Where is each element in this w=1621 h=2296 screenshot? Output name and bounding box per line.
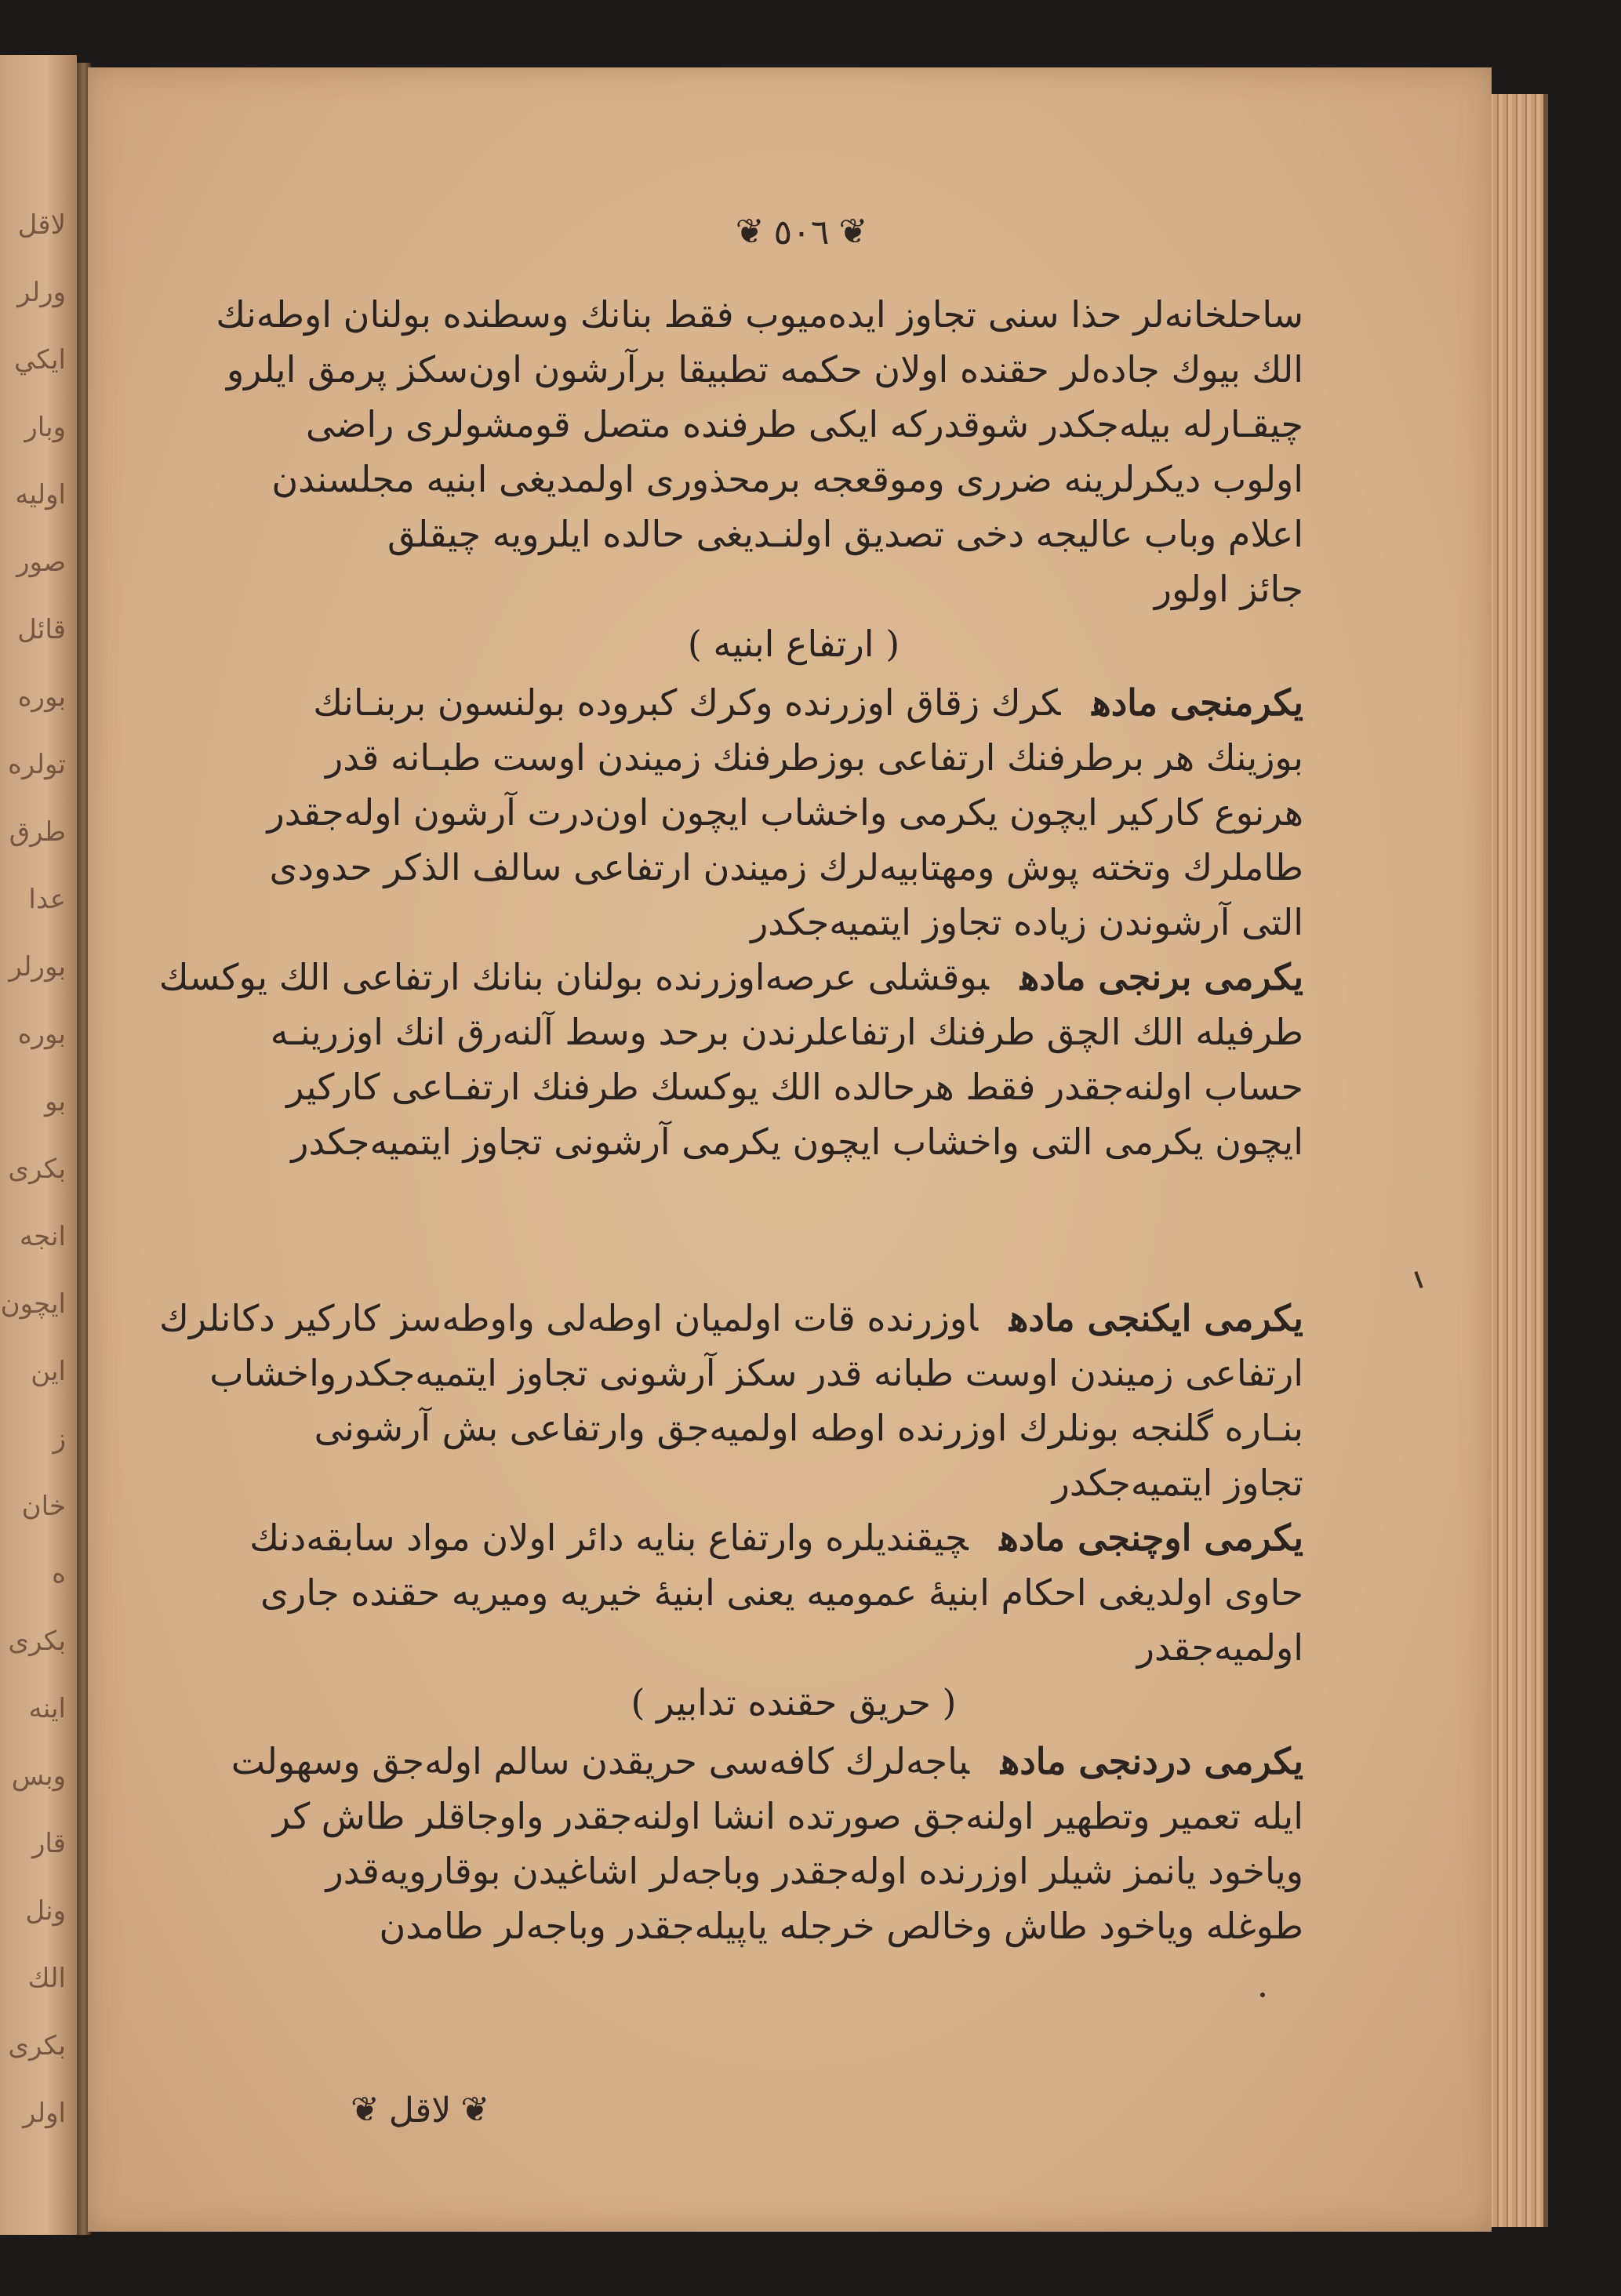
- left-page-fragment: ايچون: [0, 1288, 66, 1320]
- left-page-fragment: بوره: [17, 681, 66, 713]
- left-page-fragment: وبس: [11, 1760, 66, 1792]
- text-line: حاوى اولديغى احكام ابنيهٔ عموميه يعنى ابنيهٔ خيريه وميريه حقنده جارى: [260, 1571, 1303, 1614]
- article-label: یكرمی برنجی ماده: [1019, 956, 1303, 998]
- article-label: یكرمی اوچنجی ماده: [999, 1517, 1303, 1559]
- intro-paragraph: [216, 287, 1303, 616]
- text-line: ارتفاعى زميندن اوست طبانه قدر سكز آرشونى تجاوز ايتميه‌جكدرواخشاب: [209, 1352, 1303, 1394]
- left-page-fragment: عدا: [28, 884, 66, 915]
- section-heading: ( ارتفاع ابنیه ): [687, 623, 900, 665]
- left-page-fragment: بكرى: [8, 1153, 66, 1185]
- text-line: طاملرك وتخته پوش ومهتابيه‌لرك زميندن ارتفاعى سالف الذكر حدودى: [269, 846, 1303, 888]
- left-page-fragment: ورلر: [17, 277, 66, 308]
- page-footer: [351, 2079, 489, 2142]
- article-20: [267, 675, 1303, 950]
- article-label: یكرمی ايكنجی ماده: [1009, 1297, 1303, 1339]
- text-line: هرنوع كاركير ايچون یكرمی واخشاب ايچون اون‌درت آرشون اوله‌جقدر: [267, 791, 1303, 834]
- book-page: [88, 67, 1492, 2232]
- left-page-fragment: ونل: [25, 1895, 66, 1927]
- text-line: اولوب ديكرلرينه ضررى وموقعجه برمحذورى اولمديغى ابنيه مجلسندن: [271, 458, 1303, 500]
- text-line: چیقـارله بیله‌جكدر شوقدركه ایكی طرفنده متصل قومشولری راضی: [306, 403, 1303, 445]
- left-page-fragment: ز: [53, 1423, 66, 1455]
- text-line: اولميه‌جقدر: [1136, 1626, 1303, 1669]
- section-heading: ( حريق حقنده تدابير ): [631, 1681, 957, 1724]
- left-page-fragment: بكرى: [8, 2030, 66, 2062]
- left-page-fragment: طرق: [9, 816, 66, 848]
- article-24: [231, 1734, 1303, 1953]
- ornament-icon: ❦: [838, 212, 868, 252]
- ornament-icon: ❦: [735, 212, 765, 252]
- article-label: یكرمنجی ماده: [1092, 681, 1303, 724]
- text-line: طوغله وياخود طاش وخالص خرجله ياپيله‌جقدر وباجه‌لر طامدن: [379, 1905, 1303, 1947]
- left-page-fragment: بورلر: [9, 951, 66, 983]
- left-page-fragment: ايكي: [13, 344, 66, 376]
- ink-mark: [1414, 1271, 1423, 1288]
- left-page-fragment: اوليه: [15, 479, 66, 510]
- left-page-fragment: لاقل: [17, 209, 66, 241]
- left-page-fragment: وبار: [24, 412, 66, 443]
- left-page-fragment: خان: [21, 1491, 66, 1522]
- text-line: بنـاره گلنجه بونلرك اوزرنده اوطه اولميه‌جق وارتفاعى بش آرشونى: [314, 1407, 1303, 1449]
- left-page-fragment: تولره: [8, 749, 66, 780]
- text-line: یكرمی ايكنجی مادهاوزرنده قات اولميان اوطه‌لى واوطه‌سز كاركير دكانلرك: [159, 1297, 1303, 1339]
- text-line: یكرمی اوچنجی مادهچيقنديلره وارتفاع بنايه دائر اولان مواد سابقه‌دنك: [249, 1517, 1303, 1559]
- article-22: [159, 1291, 1303, 1510]
- text-line: وياخود يانمز شيلر اوزرنده اوله‌جقدر وباجه‌لر اشاغيدن بوقارويه‌قدر: [325, 1850, 1303, 1892]
- text-line: بوزينك هر برطرفنك ارتفاعى بوزطرفنك زميندن اوست طبـانه قدر: [325, 736, 1303, 779]
- text-line: تجاوز ايتميه‌جكدر: [1052, 1462, 1303, 1504]
- left-page-fragment: الك: [27, 1963, 66, 1994]
- page-number: ٥٠٦: [773, 212, 830, 252]
- text-line: یكرمنجی مادهكرك زقاق اوزرنده وكرك كبروده بولنسون بربنـانك: [313, 681, 1303, 724]
- catchword: لاقل: [388, 2090, 452, 2131]
- left-page-fragment: ه: [52, 1558, 66, 1589]
- text-line: جائز اولور: [1154, 568, 1303, 610]
- ornament-icon: ❦: [351, 2090, 380, 2130]
- text-line: ايچون یكرمی التى واخشاب ايچون یكرمی آرشونی تجاوز ايتميه‌جكدر: [291, 1121, 1303, 1163]
- left-facing-page: [0, 55, 77, 2235]
- ink-dot: [1260, 1993, 1265, 1997]
- text-line: طرفيله الك الچق طرفنك ارتفاعلرندن برحد وسط آلنه‌رق انك اوزرينـه: [270, 1011, 1303, 1053]
- left-page-fragment: بو: [44, 1086, 66, 1117]
- left-page-fragment: قار: [31, 1828, 66, 1859]
- text-line: یكرمی برنجی مادهبوقشلی عرصه‌اوزرنده بولنان بنانك ارتفاعى الك يوكسك: [158, 956, 1303, 998]
- text-line: الك بيوك جاده‌لر حقنده اولان حكمه تطبيقا برآرشون اون‌سكز پرمق ايلرو: [226, 348, 1303, 391]
- left-page-fragment: اين: [31, 1356, 66, 1387]
- text-line: ايله تعمير وتطهير اولنه‌جق صورتده انشا اولنه‌جقدر واوجاقلر طاش كر: [272, 1795, 1303, 1837]
- text-line: یكرمی دردنجی مادهباجه‌لرك كافه‌سی حريقدن سالم اوله‌جق وسهولت: [231, 1740, 1303, 1782]
- article-21: [158, 950, 1303, 1169]
- text-line: اعلام وباب عاليجه دخی تصديق اولنـديغی حالده ايلرويه چيقلق: [387, 513, 1303, 555]
- page-header: [707, 209, 896, 256]
- text-line: التى آرشوندن زياده تجاوز ايتميه‌جكدر: [751, 901, 1303, 943]
- text-line: ساحلخانه‌لر حذا سنی تجاوز ایده‌میوب فقط بنانك وسطنده بولنان اوطه‌نك: [216, 293, 1303, 336]
- ornament-icon: ❦: [460, 2090, 490, 2130]
- article-23: [249, 1510, 1303, 1675]
- left-page-fragment: اولر: [23, 2098, 66, 2129]
- text-line: حساب اولنه‌جقدر فقط هرحالده الك يوكسك طرفنك ارتفـاعى كاركير: [286, 1066, 1303, 1108]
- left-page-fragment: بكرى: [8, 1626, 66, 1657]
- left-page-fragment: قائل: [17, 614, 66, 645]
- left-page-fragment: اينه: [28, 1693, 66, 1724]
- article-label: یكرمی دردنجی ماده: [1000, 1740, 1303, 1782]
- left-page-fragment: بوره: [17, 1019, 66, 1050]
- left-page-fragment: صور: [16, 547, 66, 578]
- left-page-fragment: انجه: [19, 1221, 66, 1252]
